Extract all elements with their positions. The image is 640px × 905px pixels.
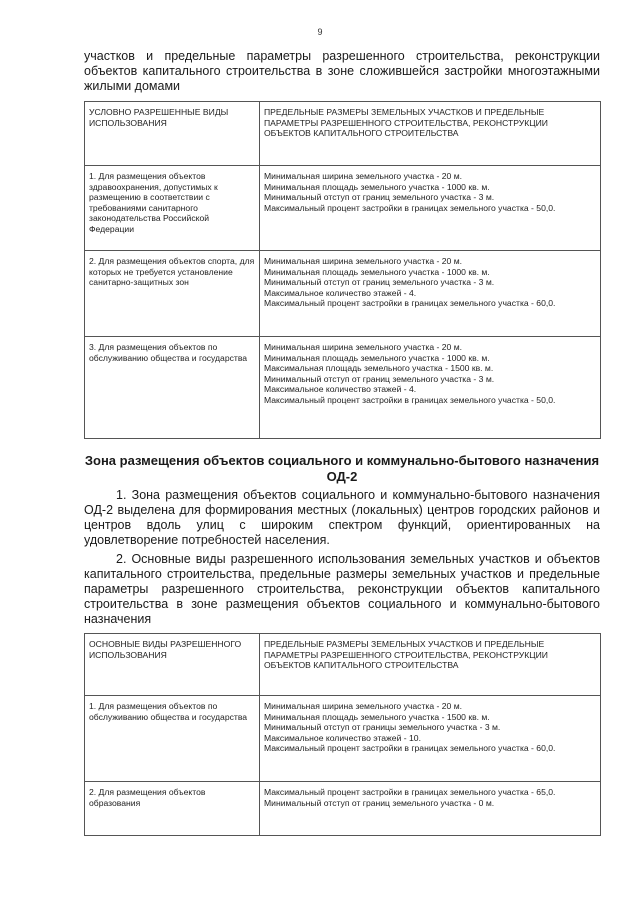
zone-paragraph-1: 1. Зона размещения объектов социального и коммунально-бытового назначения ОД-2 выделена для формирования местных (локальных) центров городских районов и центров вдоль улиц с широким спектром функций, ориентированных на удовлетворение потребностей населения.: [84, 488, 600, 547]
parameter-line: Минимальный отступ от границ земельного участка - 0 м.: [264, 797, 495, 808]
intro-paragraph: участков и предельные параметры разрешенного строительства, реконструкции объектов капитального строительства в зоне сложившейся застройки многоэтажными жилыми домами: [84, 49, 600, 93]
table-header-parameters: ПРЕДЕЛЬНЫЕ РАЗМЕРЫ ЗЕМЕЛЬНЫХ УЧАСТКОВ И ПРЕДЕЛЬНЫЕ ПАРАМЕТРЫ РАЗРЕШЕННОГО СТРОИТЕЛЬСТВА, РЕКОНСТРУКЦИИ ОБЪЕКТОВ КАПИТАЛЬНОГО СТРОИТЕЛЬСТВА: [260, 634, 601, 696]
parameter-line: Минимальная площадь земельного участка - 1000 кв. м.: [264, 266, 490, 277]
parameter-line: Минимальная ширина земельного участка - 20 м.: [264, 171, 462, 181]
parameter-line: Максимальное количество этажей - 4.: [264, 384, 417, 395]
table-header-row: [85, 102, 601, 166]
parameter-line: Минимальная площадь земельного участка - 1000 кв. м.: [264, 352, 490, 363]
table-header-row: [85, 634, 601, 696]
parameter-line: Минимальная ширина земельного участка - 20 м.: [264, 256, 462, 266]
table-header-use-types: УСЛОВНО РАЗРЕШЕННЫЕ ВИДЫ ИСПОЛЬЗОВАНИЯ: [85, 102, 260, 166]
table-cell-parameters: [260, 337, 601, 439]
parameter-line: Минимальная площадь земельного участка - 1000 кв. м.: [264, 181, 490, 192]
table-row: [85, 782, 601, 836]
table-row: [85, 251, 601, 337]
table-cell-parameters: [260, 782, 601, 836]
table-cell-parameters: [260, 251, 601, 337]
parameter-line: Максимальный процент застройки в границах земельного участка - 65,0.: [264, 787, 556, 797]
table-row: [85, 337, 601, 439]
parameter-line: Максимальный процент застройки в границах земельного участка - 60,0.: [264, 298, 556, 309]
parameter-line: Максимальный процент застройки в границах земельного участка - 50,0.: [264, 394, 556, 405]
parameter-line: Минимальная площадь земельного участка - 1500 кв. м.: [264, 711, 490, 722]
parameter-line: Минимальный отступ от границ земельного участка - 3 м.: [264, 192, 495, 203]
parameter-line: Минимальная ширина земельного участка - 20 м.: [264, 701, 462, 711]
parameter-line: Минимальная ширина земельного участка - 20 м.: [264, 342, 462, 352]
parameter-line: Минимальный отступ от границ земельного участка - 3 м.: [264, 373, 495, 384]
zone-paragraph-2: 2. Основные виды разрешенного использования земельных участков и объектов капитального строительства, предельные размеры земельных участков и предельные параметры разрешенного строительства, реконструкции объектов капитального строительства в зоне размещения объектов социального и коммунально-бытового назначения: [84, 552, 600, 626]
parameter-line: Максимальный процент застройки в границах земельного участка - 50,0.: [264, 202, 556, 213]
table-header-parameters: ПРЕДЕЛЬНЫЕ РАЗМЕРЫ ЗЕМЕЛЬНЫХ УЧАСТКОВ И ПРЕДЕЛЬНЫЕ ПАРАМЕТРЫ РАЗРЕШЕННОГО СТРОИТЕЛЬСТВА, РЕКОНСТРУКЦИИ ОБЪЕКТОВ КАПИТАЛЬНОГО СТРОИТЕЛЬСТВА: [260, 102, 601, 166]
parameter-line: Максимальная площадь земельного участка - 1500 кв. м.: [264, 363, 494, 374]
parameter-line: Минимальный отступ от границы земельного участка - 3 м.: [264, 722, 501, 733]
table-cell-use: 1. Для размещения объектов по обслуживанию общества и государства: [85, 696, 260, 782]
parameter-line: Максимальное количество этажей - 4.: [264, 287, 417, 298]
table-cell-use: 2. Для размещения объектов спорта, для которых не требуется установление санитарно-защитных зон: [85, 251, 260, 337]
table-cell-use: 2. Для размещения объектов образования: [85, 782, 260, 836]
table-header-use-types: ОСНОВНЫЕ ВИДЫ РАЗРЕШЕННОГО ИСПОЛЬЗОВАНИЯ: [85, 634, 260, 696]
table-cell-use: 3. Для размещения объектов по обслуживанию общества и государства: [85, 337, 260, 439]
page-number: 9: [317, 27, 323, 37]
table-cell-parameters: [260, 166, 601, 251]
table-cell-use: 1. Для размещения объектов здравоохранения, допустимых к размещению в соответствии с требованиями санитарного законодательства Российской Федерации: [85, 166, 260, 251]
zone-heading: Зона размещения объектов социального и коммунально-бытового назначения ОД-2: [84, 453, 600, 484]
parameter-line: Максимальный процент застройки в границах земельного участка - 60,0.: [264, 743, 556, 754]
conditional-use-table: [84, 101, 601, 439]
parameter-line: Максимальное количество этажей - 10.: [264, 732, 421, 743]
parameter-line: Минимальный отступ от границ земельного участка - 3 м.: [264, 277, 495, 288]
table-cell-parameters: [260, 696, 601, 782]
table-row: [85, 696, 601, 782]
table-row: [85, 166, 601, 251]
main-use-table: [84, 633, 601, 836]
